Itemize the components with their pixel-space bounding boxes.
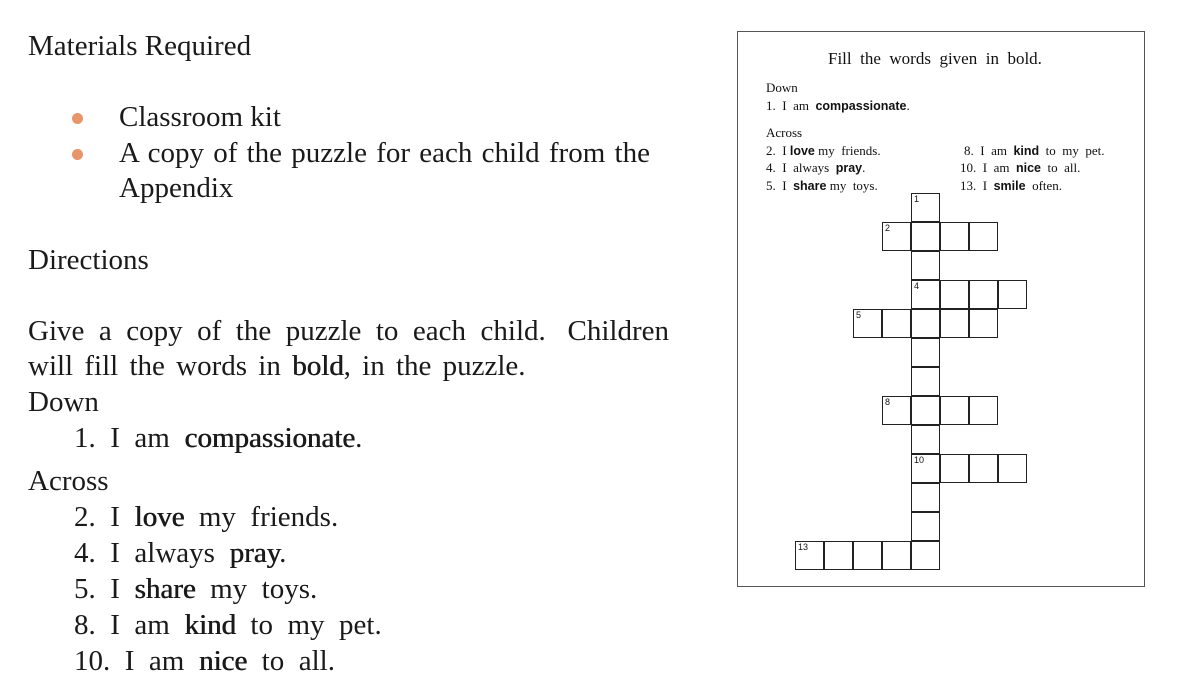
materials-item-puzzle: A copy of the puzzle for each child from the xyxy=(119,137,650,169)
crossword-cell xyxy=(911,425,940,454)
directions-across-5: 5. I share my toys. xyxy=(74,573,318,605)
crossword-cell-number: 4 xyxy=(914,281,920,291)
crossword-cell xyxy=(911,454,940,483)
crossword-cell xyxy=(853,309,882,338)
crossword-cell xyxy=(911,512,940,541)
crossword-cell xyxy=(940,309,969,338)
crossword-cell xyxy=(940,280,969,309)
crossword-cell xyxy=(911,483,940,512)
bullet-icon xyxy=(72,149,83,160)
puzzle-clue-across-8: 8. I am kind to my pet. xyxy=(964,143,1105,158)
directions-heading: Directions xyxy=(28,244,149,276)
directions-across-4: 4. I always pray. xyxy=(74,537,287,569)
directions-across-8: 8. I am kind to my pet. xyxy=(74,609,382,641)
crossword-cell xyxy=(795,541,824,570)
puzzle-clue-across-5: 5. I share my toys. xyxy=(766,178,878,193)
crossword-cell xyxy=(882,396,911,425)
crossword-cell xyxy=(911,367,940,396)
crossword-cell xyxy=(911,193,940,222)
puzzle-clue-across-13: 13. I smile often. xyxy=(960,178,1063,193)
crossword-cell-number: 2 xyxy=(885,223,891,233)
puzzle-clue-across-2: 2. I love my friends. xyxy=(766,143,881,158)
crossword-cell xyxy=(911,280,940,309)
crossword-cell-number: 8 xyxy=(885,397,891,407)
directions-across-label: Across xyxy=(28,465,109,497)
crossword-cell-number: 13 xyxy=(798,542,809,552)
crossword-cell xyxy=(911,309,940,338)
directions-line-2: will fill the words in bold, in the puzzle. xyxy=(28,350,526,382)
crossword-cell xyxy=(998,454,1027,483)
crossword-cell xyxy=(969,222,998,251)
crossword-cell xyxy=(998,280,1027,309)
crossword-cell xyxy=(911,222,940,251)
crossword-cell xyxy=(969,309,998,338)
crossword-cell xyxy=(882,222,911,251)
crossword-cell xyxy=(911,251,940,280)
materials-item-puzzle-cont: Appendix xyxy=(119,172,234,204)
crossword-cell xyxy=(882,541,911,570)
crossword-cell xyxy=(911,338,940,367)
crossword-cell xyxy=(824,541,853,570)
crossword-cell xyxy=(940,454,969,483)
crossword-cell xyxy=(969,280,998,309)
crossword-cell xyxy=(882,309,911,338)
crossword-cell xyxy=(940,222,969,251)
crossword-cell-number: 10 xyxy=(914,455,925,465)
puzzle-down-label: Down xyxy=(766,80,798,95)
directions-down-label: Down xyxy=(28,386,99,418)
crossword-cell xyxy=(940,396,969,425)
crossword-cell xyxy=(969,454,998,483)
directions-across-10: 10. I am nice to all. xyxy=(74,645,335,677)
materials-heading: Materials Required xyxy=(28,30,252,62)
puzzle-clue-down-1: 1. I am compassionate. xyxy=(766,98,910,113)
crossword-cell xyxy=(853,541,882,570)
puzzle-clue-across-10: 10. I am nice to all. xyxy=(960,160,1081,175)
directions-across-2: 2. I love my friends. xyxy=(74,501,339,533)
crossword-cell xyxy=(911,396,940,425)
puzzle-title: Fill the words given in bold. xyxy=(828,49,1042,68)
puzzle-across-label: Across xyxy=(766,125,803,140)
crossword-puzzle-figure xyxy=(737,31,1145,587)
materials-item-kit: Classroom kit xyxy=(119,101,281,133)
crossword-cell xyxy=(911,541,940,570)
puzzle-clue-across-4: 4. I always pray. xyxy=(766,160,866,175)
crossword-cell-number: 5 xyxy=(856,310,862,320)
crossword-cell xyxy=(969,396,998,425)
directions-line-1: Give a copy of the puzzle to each child. Children xyxy=(28,315,670,347)
directions-down-1: 1. I am compassionate. xyxy=(74,422,363,454)
bullet-icon xyxy=(72,113,83,124)
crossword-cell-number: 1 xyxy=(914,194,920,204)
